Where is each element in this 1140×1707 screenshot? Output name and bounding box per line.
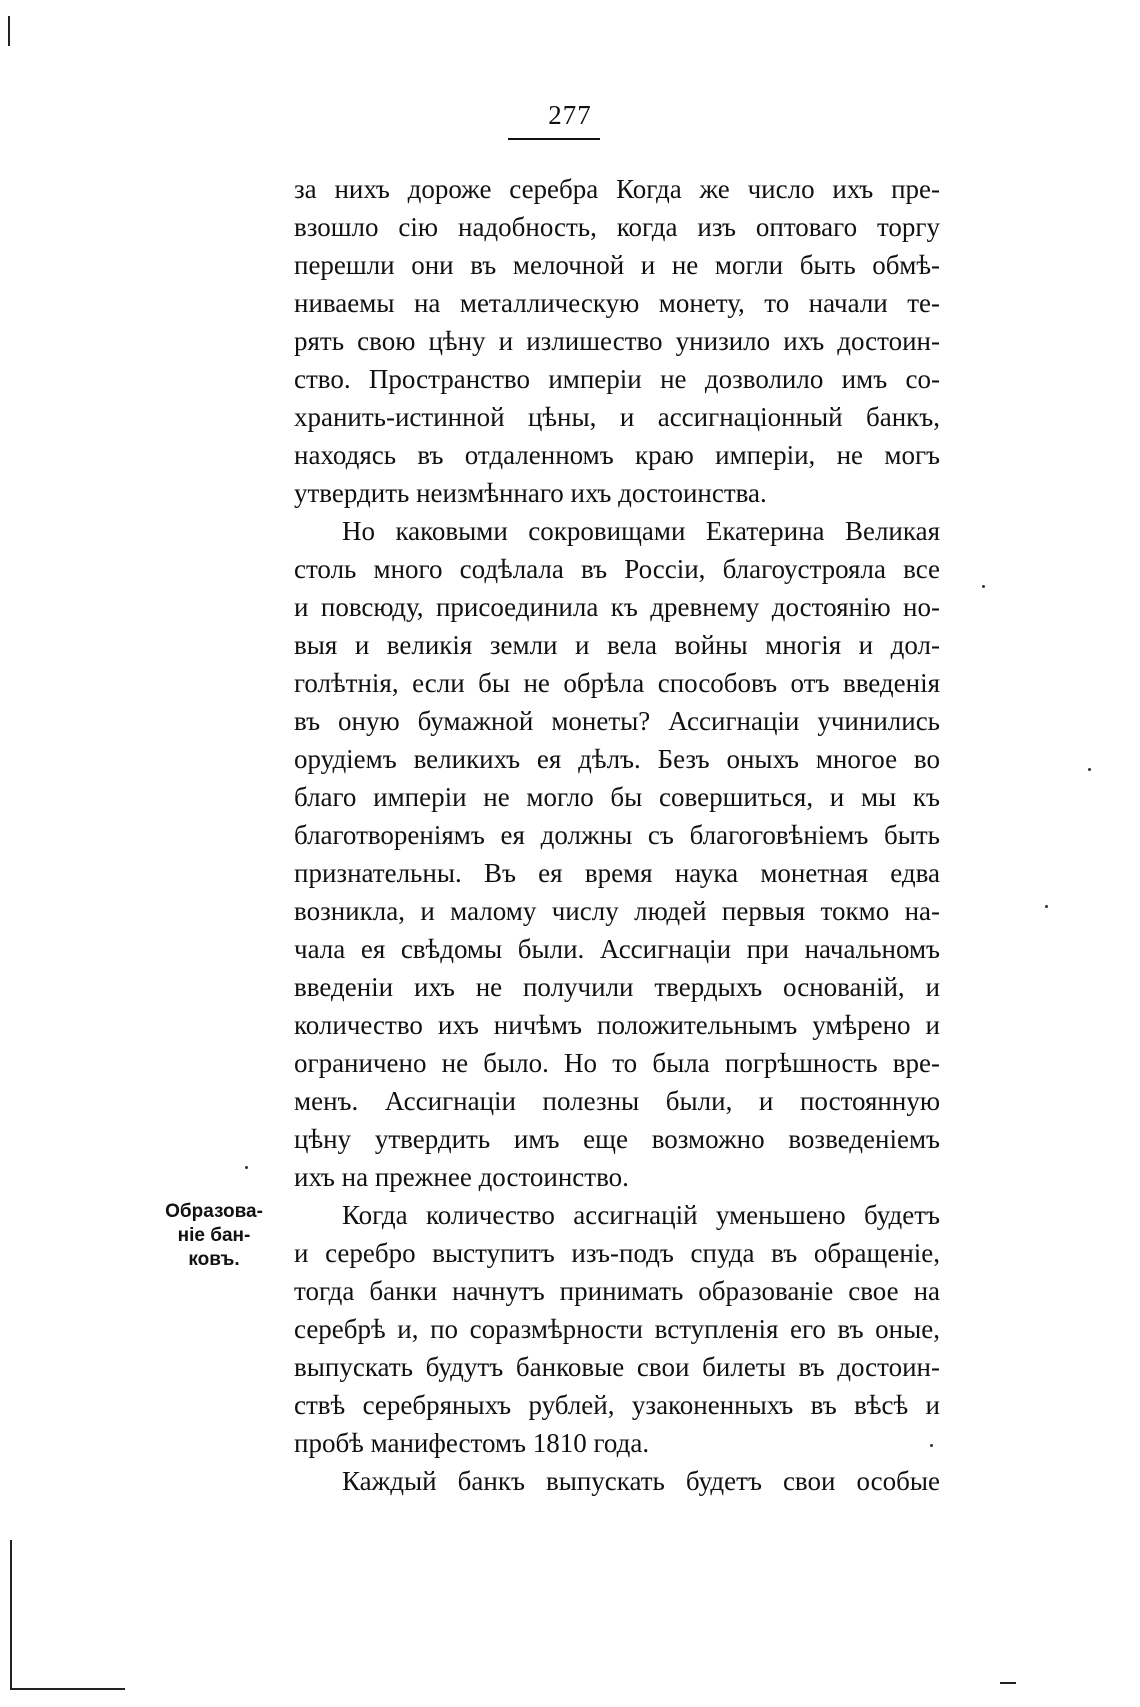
margin-note-line: ковъ. — [188, 1249, 240, 1270]
text-line: благотвореніямъ ея должны съ благоговѣніемъ быть — [294, 820, 940, 850]
text-line: признательны. Въ ея время наука монетная едва — [294, 858, 940, 888]
text-line: чала ея свѣдомы были. Ассигнаціи при начальномъ — [294, 934, 940, 964]
paragraph — [294, 1196, 940, 1462]
margin-note — [150, 1200, 278, 1272]
page-number: 277 — [548, 100, 592, 130]
text-line: выпускать будутъ банковые свои билеты въ достоин- — [294, 1352, 940, 1382]
text-line: серебрѣ и, по соразмѣрности вступленія его въ оные, — [294, 1314, 940, 1344]
text-line: взошло сію надобность, когда изъ оптоваго торгу — [294, 212, 940, 242]
text-line: Каждый банкъ выпускать будетъ свои особые — [342, 1466, 940, 1496]
text-line: орудіемъ великихъ ея дѣлъ. Безъ оныхъ многое во — [294, 744, 940, 774]
print-speck — [1088, 768, 1091, 771]
text-line: хранить-истинной цѣны, и ассигнаціонный банкъ, — [294, 402, 940, 432]
text-line: пробѣ манифестомъ 1810 года. — [294, 1428, 650, 1458]
text-line: находясь въ отдаленномъ краю имперіи, не могъ — [294, 440, 940, 470]
print-speck — [1045, 905, 1048, 908]
text-line: Когда количество ассигнацій уменьшено будетъ — [342, 1200, 940, 1230]
text-line: голѣтнія, если бы не обрѣла способовъ отъ введенія — [294, 668, 940, 698]
text-line: ниваемы на металлическую монету, то начали те- — [294, 288, 940, 318]
paragraph — [294, 170, 940, 512]
text-line: и серебро выступитъ изъ-подъ спуда въ обращеніе, — [294, 1238, 940, 1268]
page-number-rule — [508, 138, 600, 140]
print-speck — [245, 1166, 248, 1169]
text-line: благо имперіи не могло бы совершиться, и мы къ — [294, 782, 940, 812]
text-line: Но каковыми сокровищами Екатерина Великая — [342, 516, 940, 546]
text-line: ство. Пространство имперіи не дозволило имъ со- — [294, 364, 940, 394]
bottom-edge-line — [10, 1688, 125, 1690]
print-speck — [982, 585, 985, 588]
text-line: столь много содѣлала въ Россіи, благоустрояла все — [294, 554, 940, 584]
text-line: ствѣ серебряныхъ рублей, узаконенныхъ въ вѣсѣ и — [294, 1390, 940, 1420]
paragraph — [294, 512, 940, 1196]
left-binding-edge — [8, 16, 10, 46]
text-line: введеніи ихъ не получили твердыхъ основаній, и — [294, 972, 940, 1002]
text-line: рять свою цѣну и излишество унизило ихъ достоин- — [294, 326, 940, 356]
text-line: въ оную бумажной монеты? Ассигнаціи учинились — [294, 706, 940, 736]
text-line: тогда банки начнутъ принимать образованіе свое на — [294, 1276, 940, 1306]
text-line: и повсюду, присоединила къ древнему достоянію но- — [294, 592, 940, 622]
text-line: ограничено не было. Но то была погрѣшность вре- — [294, 1048, 940, 1078]
text-line: цѣну утвердить имъ еще возможно возведеніемъ — [294, 1124, 940, 1154]
bottom-edge-dash — [1000, 1682, 1016, 1684]
text-line: количество ихъ ничѣмъ положительнымъ умѣрено и — [294, 1010, 940, 1040]
paragraph — [294, 1462, 940, 1500]
text-line: утвердить неизмѣннаго ихъ достоинства. — [294, 478, 767, 508]
left-binding-edge-bottom — [10, 1540, 12, 1690]
text-line: ихъ на прежнее достоинство. — [294, 1162, 629, 1192]
text-line: менъ. Ассигнаціи полезны были, и постоянную — [294, 1086, 940, 1116]
margin-note-line: ніе бан- — [177, 1225, 251, 1246]
text-line: перешли они въ мелочной и не могли быть обмѣ- — [294, 250, 940, 280]
text-line: выя и великія земли и вела войны многія и дол- — [294, 630, 940, 660]
text-line: возникла, и малому числу людей первыя токмо на- — [294, 896, 940, 926]
text-line: за нихъ дороже серебра Когда же число ихъ пре- — [294, 174, 940, 204]
margin-note-line: Образова- — [165, 1201, 263, 1222]
body-text — [294, 170, 940, 1500]
